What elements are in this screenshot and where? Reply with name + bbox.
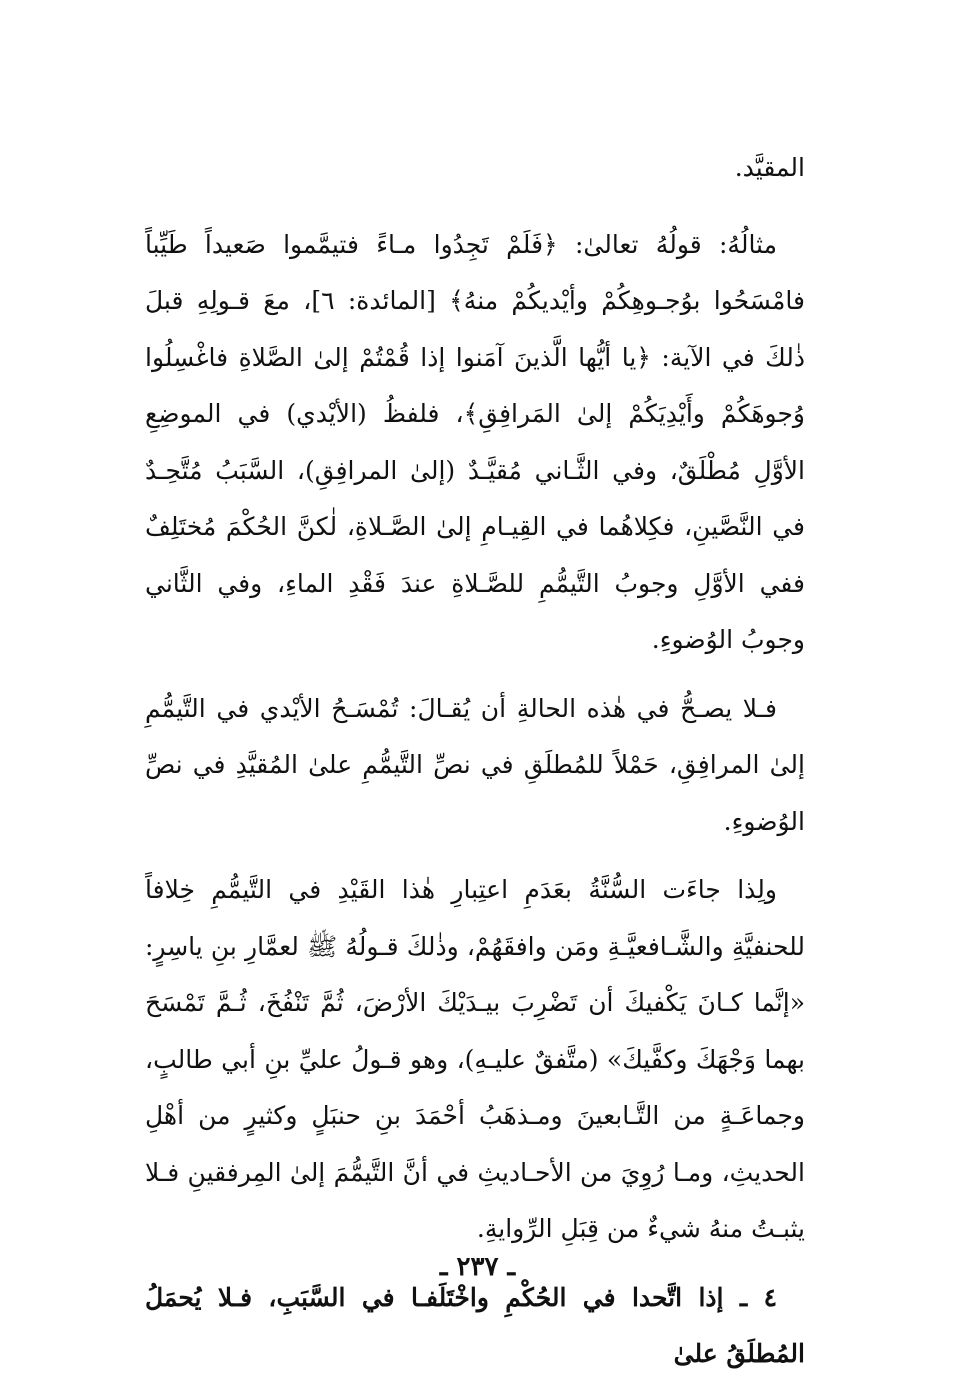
paragraph-example-verse: مثالُهُ: قولُهُ تعالىٰ: ﴿فَلَمْ تَجِدُوا مـاءً فتيمَّموا صَعيداً طَيِّباً فامْسَحُوا بوُجـوهِكُمْ وأيْديكُمْ منهُ﴾ [المائدة: ٦]، معَ قـولِهِ قبلَ ذٰلكَ في الآية: ﴿يا أيُّها الَّذينَ آمَنوا إذا قُمْتُمْ إلىٰ الصَّلاةِ فاغْسِلُوا وُجوهَكُمْ وأَيْدِيَكُمْ إلىٰ المَرافِقِ﴾، فلفظُ (الأيْدي) في الموضِعِ الأوَّلِ مُطْلَقٌ، وفي الثَّـاني مُقيَّـدٌ (إلىٰ المرافِقِ)، السَّبَبُ مُتَّحِـدٌ في النَّصَّينِ، فكِلاهُما في القِيـامِ إلىٰ الصَّـلاةِ، لٰكنَّ الحُكْمَ مُختَلِفٌ ففي الأوَّلِ وجوبُ التَّيمُّمِ للصَّـلاةِ عندَ فَقْدِ الماءِ، وفي الثَّاني وجوبُ الوُضوءِ.: [145, 229, 806, 654]
page-number: ـ ٢٣٧ ـ: [439, 1252, 516, 1282]
page-body-text: [145, 140, 805, 1395]
paragraph-conclusion: فـلا يصـحُّ في هٰذه الحالةِ أن يُقـالَ: تُمْسَـحُ الأيْدي في التَّيمُّمِ إلىٰ المرافِقِ، حَمْلاً للمُطلَقِ في نصِّ التَّيمُّمِ علىٰ المُقيَّدِ في نصِّ الوُضوءِ.: [145, 693, 805, 836]
paragraph-sunnah-evidence: ولِذا جاءَت السُّنَّةُ بعَدَمِ اعتِبارِ هٰذا القَيْدِ في التَّيمُّمِ خِلافاً للحنفيَّةِ والشَّـافعيَّـةِ ومَن وافقَهُمْ، وذٰلكَ قـولُهُ ﷺ لعمَّارِ بنِ ياسِرٍ: «إنَّما كـانَ يَكْفيكَ أن تَضْرِبَ بيـدَيْكَ الأرْضَ، ثُمَّ تَنْفُخَ، ثُـمَّ تَمْسَحَ بهما وَجْهَكَ وكفَّيكَ» (متَّفقٌ عليـهِ)، وهو قـولُ عليِّ بنِ أبي طالبٍ، وجماعَـةٍ من التَّـابعينَ ومـذهَبُ أحْمَدَ بنِ حنبَلٍ وكثيرٍ من أهْلِ الحديثِ، ومـا رُوِيَ من الأحـاديثِ في أنَّ التَّيمُّمَ إلىٰ المِرفقينِ فـلا يثبـتُ منهُ شيءٌ من قِبَلِ الرِّوايةِ.: [145, 875, 805, 1243]
paragraph-rule-four: ٤ ـ إذا اتَّحدا في الحُكْمِ واخْتَلَفـا في السَّبَبِ، فـلا يُحمَلُ المُطلَقُ علىٰ: [145, 1282, 805, 1368]
paragraph-continuation: المقيَّد.: [734, 153, 805, 182]
